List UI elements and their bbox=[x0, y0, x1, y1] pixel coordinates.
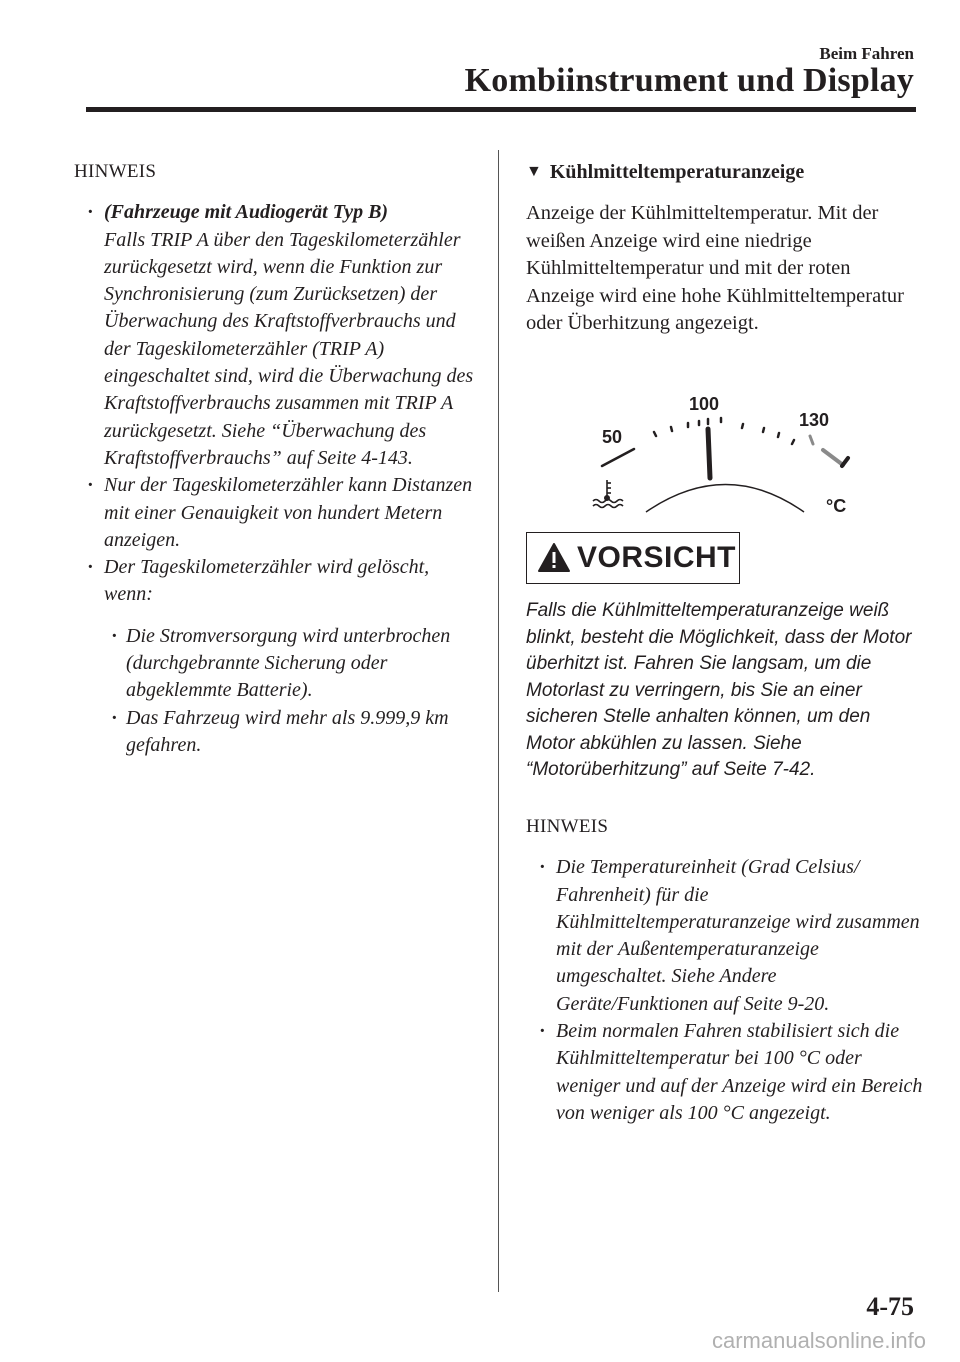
warning-triangle-icon bbox=[537, 542, 571, 574]
note-item bbox=[74, 472, 474, 554]
caution-text: Falls die Kühlmitteltemperaturanzeige weiß blinkt, besteht die Möglichkeit, dass der Motor überhitzt ist. Fahren Sie langsam, um die Motorlast zu verringern, bis Sie an einer sicheren Stelle anhalten können, um den Motor abkühlen zu lassen. Siehe “Motorüberhitzung” auf Seite 7-42. bbox=[526, 600, 912, 780]
note-title: HINWEIS bbox=[74, 161, 157, 182]
sub-list bbox=[104, 623, 474, 759]
gauge-ticks bbox=[602, 418, 794, 466]
caution-box bbox=[526, 532, 740, 584]
gauge-red-zone bbox=[823, 450, 843, 465]
gauge-label-100: 100 bbox=[689, 394, 720, 414]
section-label: Beim Fahren bbox=[819, 44, 914, 63]
watermark: carmanualsonline.info bbox=[711, 1328, 926, 1353]
coolant-temperature-icon bbox=[593, 480, 623, 508]
page-number: 4-75 bbox=[866, 1292, 914, 1321]
gauge-end-mark bbox=[842, 458, 848, 466]
coolant-gauge bbox=[578, 385, 878, 525]
section-heading-text: Kühlmitteltemperaturanzeige bbox=[549, 161, 805, 183]
gauge-arc bbox=[646, 485, 804, 513]
section-heading bbox=[526, 158, 918, 186]
gauge-label-130: 130 bbox=[799, 410, 830, 430]
gauge-center-mark bbox=[708, 429, 710, 478]
caution-label: VORSICHT bbox=[577, 541, 737, 574]
note-text: Falls TRIP A über den Tageskilometerzähler zurückgesetzt wird, wenn die Funktion zur Synchronisierung (zum Zurücksetzen) der Überwachung des Kraftstoffverbrauchs und der Tageskilometerzähler (TRIP A) eingeschaltet sind, wird die Überwachung des Kraftstoffverbrauchs zusammen mit TRIP A zurückgesetzt. Siehe “Überwachung des Kraftstoffverbrauchs” auf Seite 4-143. bbox=[104, 228, 474, 469]
note-text: Der Tageskilometerzähler wird gelöscht, wenn: bbox=[104, 556, 430, 606]
note-item bbox=[74, 199, 474, 472]
gauge-label-50: 50 bbox=[602, 427, 623, 447]
column-divider bbox=[498, 150, 499, 1292]
note-bold-prefix: (Fahrzeuge mit Audiogerät Typ B) bbox=[104, 201, 389, 224]
note-item: · Die Temperatureinheit (Grad Celsius/ Fahrenheit) für die Kühlmitteltemperaturanzeige wird zusammen mit der Außentemperaturanzeige umgeschaltet. Siehe Andere Geräte/Funktionen auf Seite 9-20. bbox=[526, 854, 926, 1018]
note-list bbox=[526, 854, 926, 1127]
note-text: Nur der Tageskilometerzähler kann Distanzen mit einer Genauigkeit von hundert Metern anzeigen. bbox=[104, 474, 473, 551]
section-body: Anzeige der Kühlmitteltemperatur. Mit der weißen Anzeige wird eine niedrige Kühlmitteltemperatur und mit der roten Anzeige wird eine hohe Kühlmitteltemperatur oder Überhitzung angezeigt. bbox=[526, 202, 904, 335]
triangle-down-icon: ▼ bbox=[526, 163, 542, 180]
sub-item: · Die Stromversorgung wird unterbrochen (durchgebrannte Sicherung oder abgeklemmte Batterie). bbox=[104, 623, 474, 705]
note-item bbox=[74, 554, 474, 759]
left-column bbox=[74, 158, 474, 759]
page-title: Kombiinstrument und Display bbox=[464, 62, 914, 99]
note-list bbox=[74, 199, 474, 759]
right-note-block bbox=[526, 813, 926, 1127]
sub-item: · Das Fahrzeug wird mehr als 9.999,9 km gefahren. bbox=[104, 705, 474, 760]
gauge-high-tick bbox=[810, 436, 813, 444]
note-title: HINWEIS bbox=[526, 816, 609, 837]
note-item: · Beim normalen Fahren stabilisiert sich die Kühlmitteltemperatur bei 100 °C oder weniger und auf der Anzeige wird ein Bereich von weniger als 100 °C angezeigt. bbox=[526, 1018, 926, 1127]
right-column bbox=[526, 158, 918, 338]
gauge-unit: °C bbox=[826, 496, 847, 516]
header-rule bbox=[86, 107, 916, 112]
